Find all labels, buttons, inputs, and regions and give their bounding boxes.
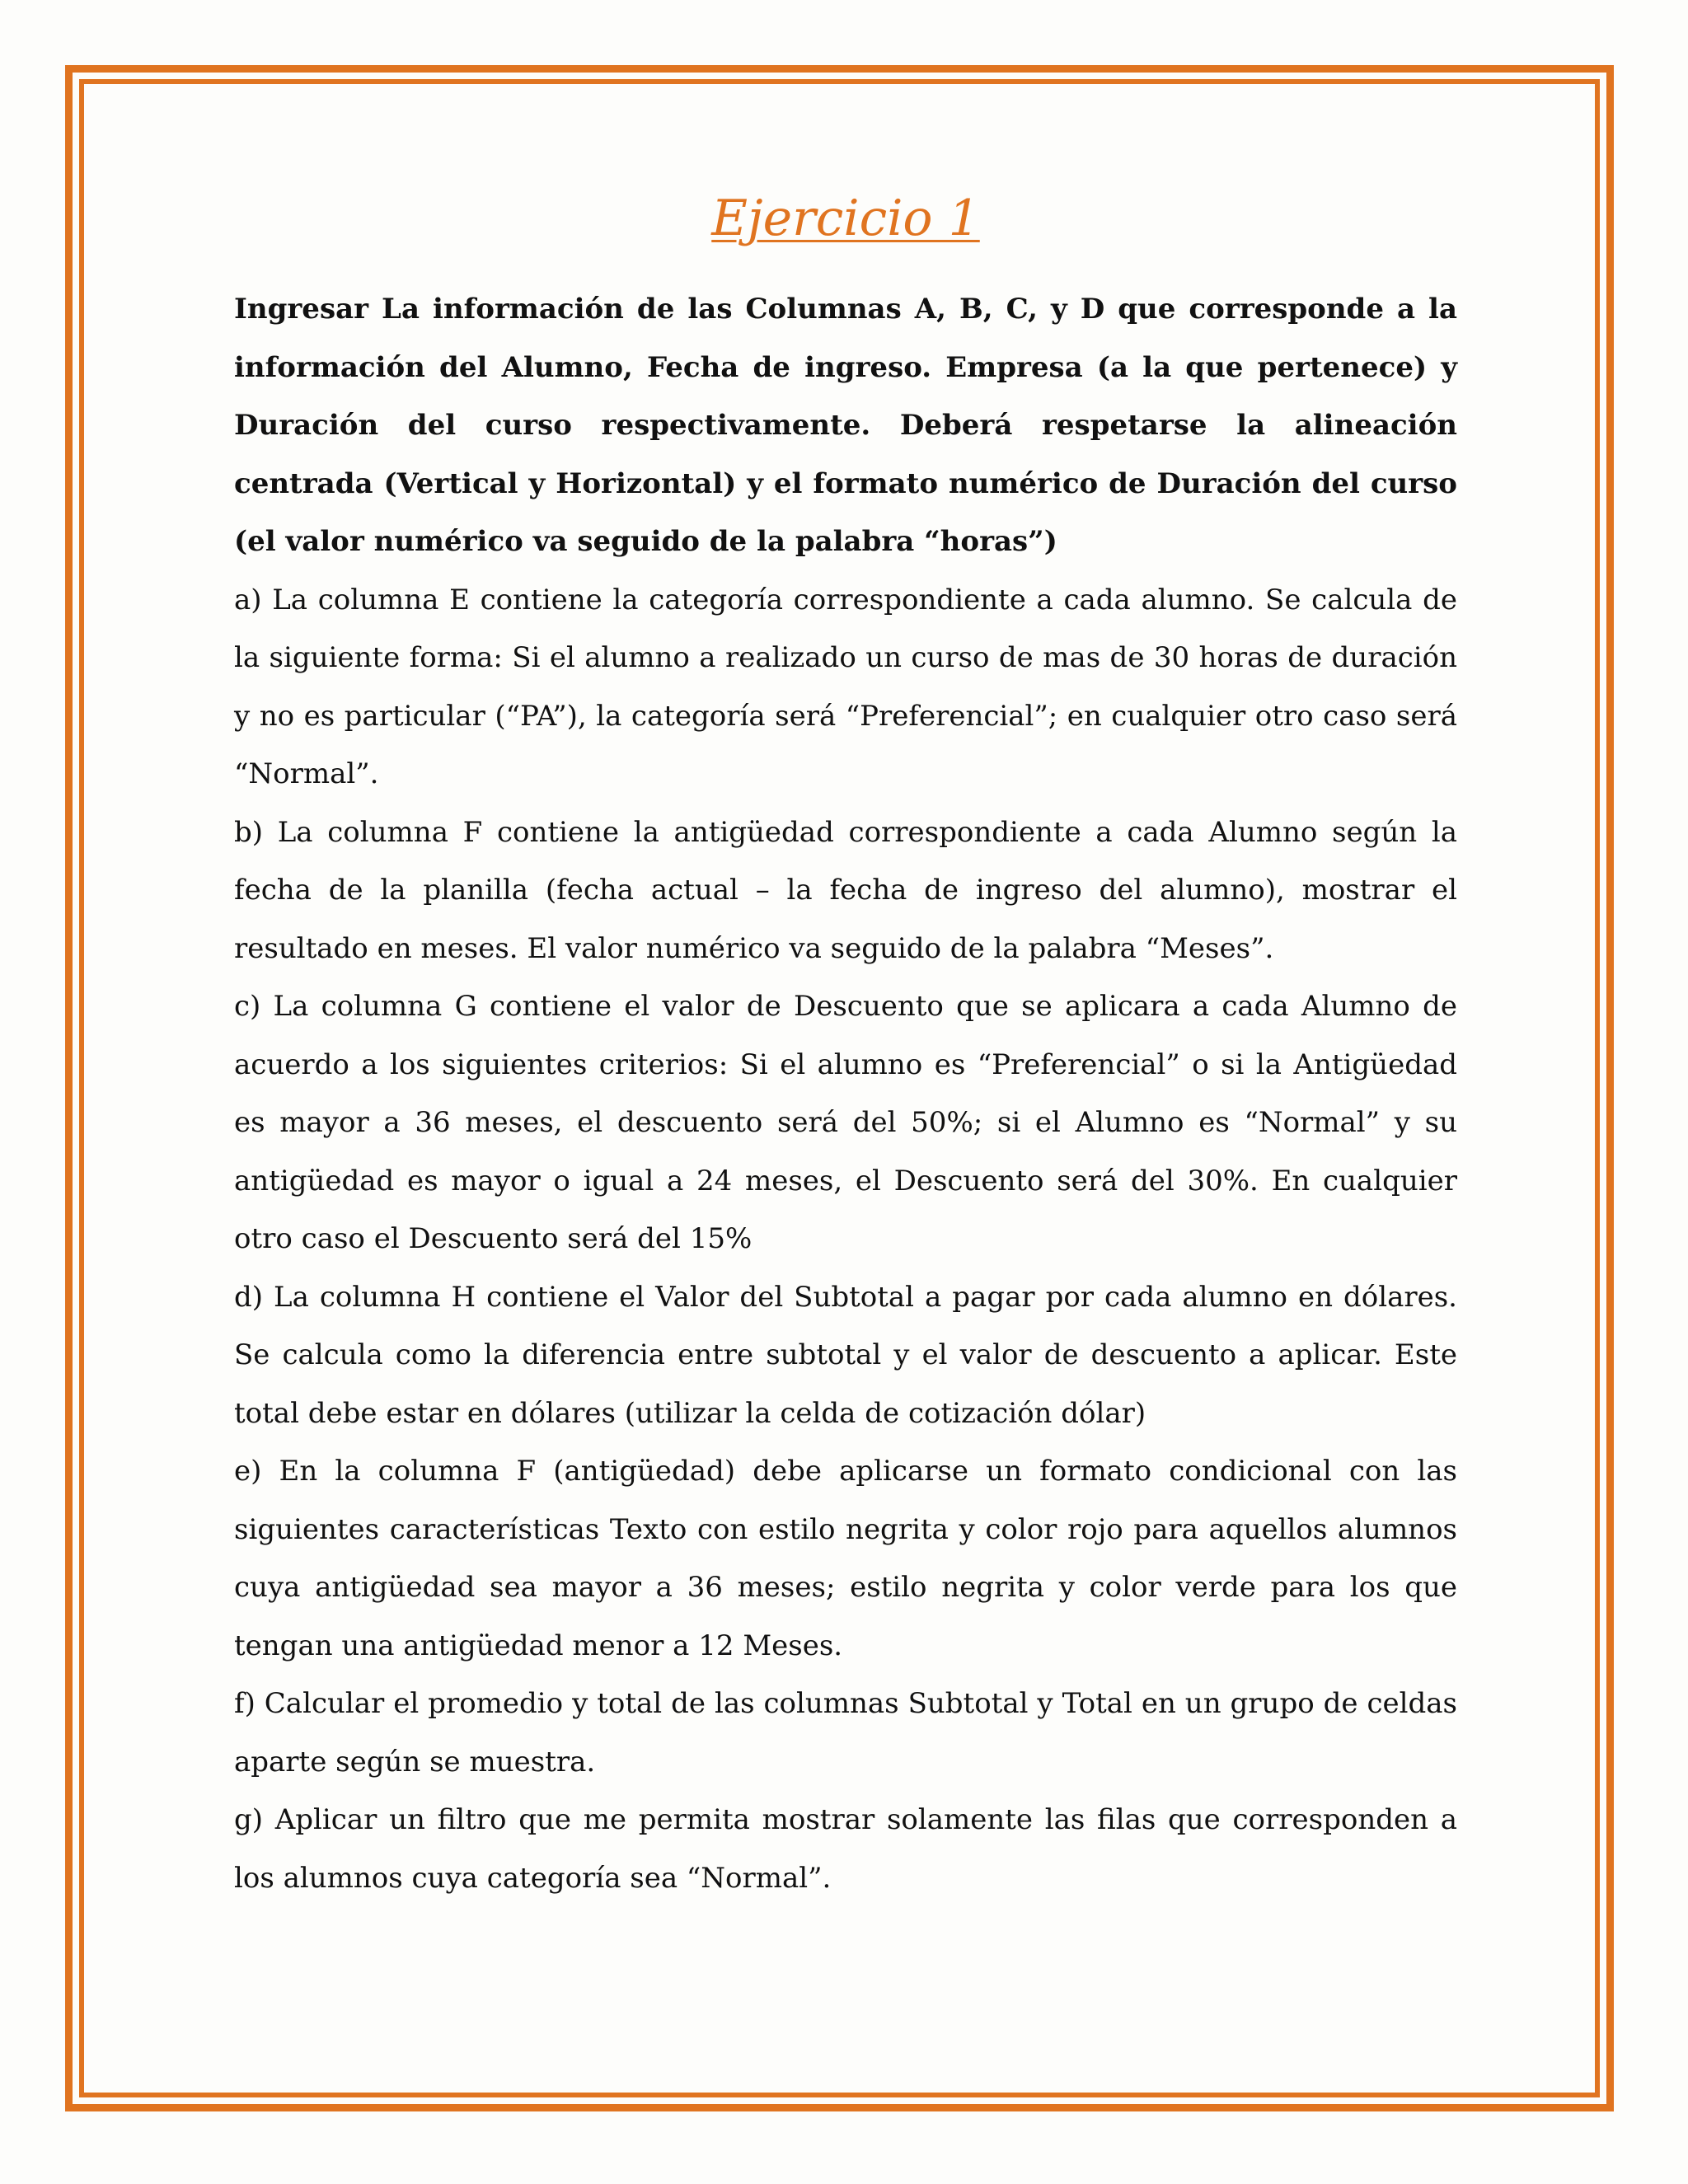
page-title: Ejercicio 1 — [711, 190, 980, 247]
item-b: b) La columna F contiene la antigüedad correspondiente a cada Alumno según la fecha de la planilla (fecha actual – la fecha de ingreso del alumno), mostrar el resultado en meses. El valor numérico va seguido de la palabra “Meses”. — [234, 815, 1457, 965]
intro-paragraph: Ingresar La información de las Columnas A, B, C, y D que corresponde a la información del Alumno, Fecha de ingreso. Empresa (a la que pertenece) y Duración del curso respectivamente. Deberá respetarse la alineación centrada (Vertical y Horizontal) y el formato numérico de Duración del curso (el valor numérico va seguido de la palabra “horas”) — [234, 293, 1457, 558]
item-f: f) Calcular el promedio y total de las columnas Subtotal y Total en un grupo de celdas aparte según se muestra. — [234, 1687, 1457, 1779]
item-c: c) La columna G contiene el valor de Descuento que se aplicara a cada Alumno de acuerdo a los siguientes criterios: Si el alumno es “Preferencial” o si la Antigüedad es mayor a 36 meses, el descuento será del 50%; si el Alumno es “Normal” y su antigüedad es mayor o igual a 24 meses, el Descuento será del 30%. En cualquier otro caso el Descuento será del 15% — [234, 990, 1457, 1255]
item-a: a) La columna E contiene la categoría correspondiente a cada alumno. Se calcula de la siguiente forma: Si el alumno a realizado un curso de mas de 30 horas de duración y no es particular (“PA”), la categoría será “Preferencial”; en cualquier otro caso será “Normal”. — [234, 583, 1457, 790]
item-g: g) Aplicar un filtro que me permita mostrar solamente las filas que corresponden a los alumnos cuya categoría sea “Normal”. — [234, 1803, 1457, 1895]
document-body — [234, 190, 1457, 1907]
item-d: d) La columna H contiene el Valor del Subtotal a pagar por cada alumno en dólares. Se calcula como la diferencia entre subtotal y el valor de descuento a aplicar. Este total debe estar en dólares (utilizar la celda de cotización dólar) — [234, 1280, 1457, 1430]
item-e: e) En la columna F (antigüedad) debe aplicarse un formato condicional con las siguientes características Texto con estilo negrita y color rojo para aquellos alumnos cuya antigüedad sea mayor a 36 meses; estilo negrita y color verde para los que tengan una antigüedad menor a 12 Meses. — [234, 1455, 1457, 1662]
